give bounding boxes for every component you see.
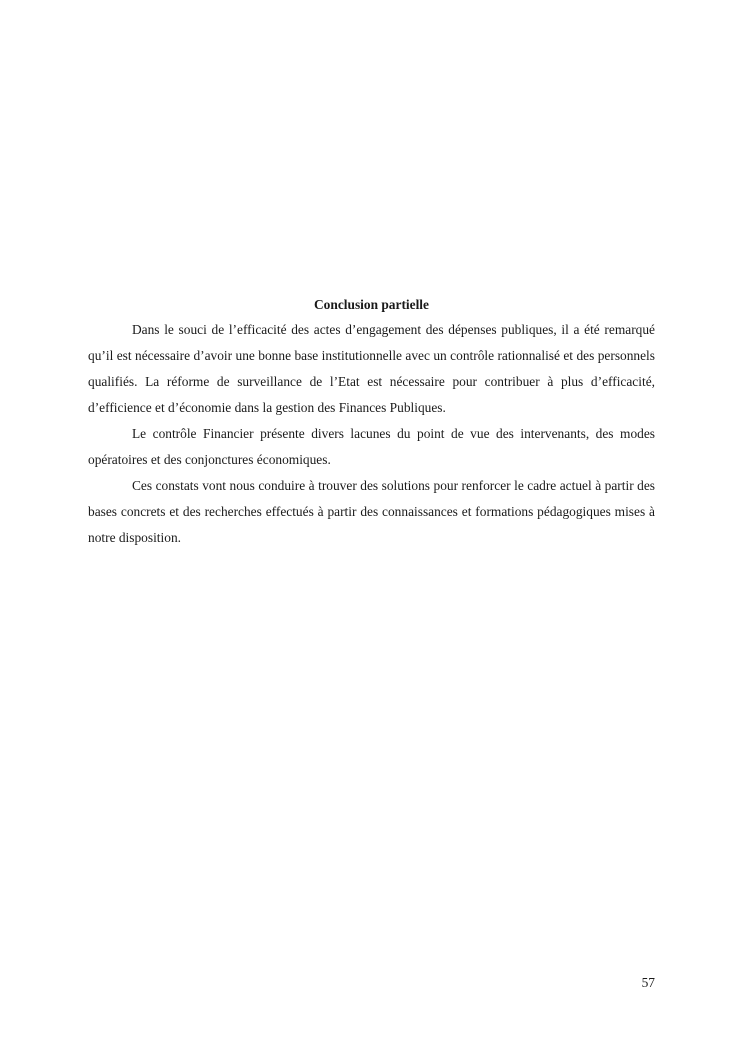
paragraph-2: Le contrôle Financier présente divers lacunes du point de vue des intervenants, des modes opératoires et des conjonctures économiques. [88,426,655,467]
section-heading: Conclusion partielle [314,297,429,312]
page-content [88,293,655,551]
paragraph-3: Ces constats vont nous conduire à trouver des solutions pour renforcer le cadre actuel à partir des bases concrets et des recherches effectués à partir des connaissances et formations pédagogiques mises à notre disposition. [88,478,655,545]
paragraph-1: Dans le souci de l’efficacité des actes d’engagement des dépenses publiques, il a été remarqué qu’il est nécessaire d’avoir une bonne base institutionnelle avec un contrôle rationnalisé et des personnels qualifiés. La réforme de surveillance de l’Etat est nécessaire pour contribuer à plus d’efficacité, d’efficience et d’économie dans la gestion des Finances Publiques. [88,322,655,415]
page-number: 57 [641,975,655,990]
